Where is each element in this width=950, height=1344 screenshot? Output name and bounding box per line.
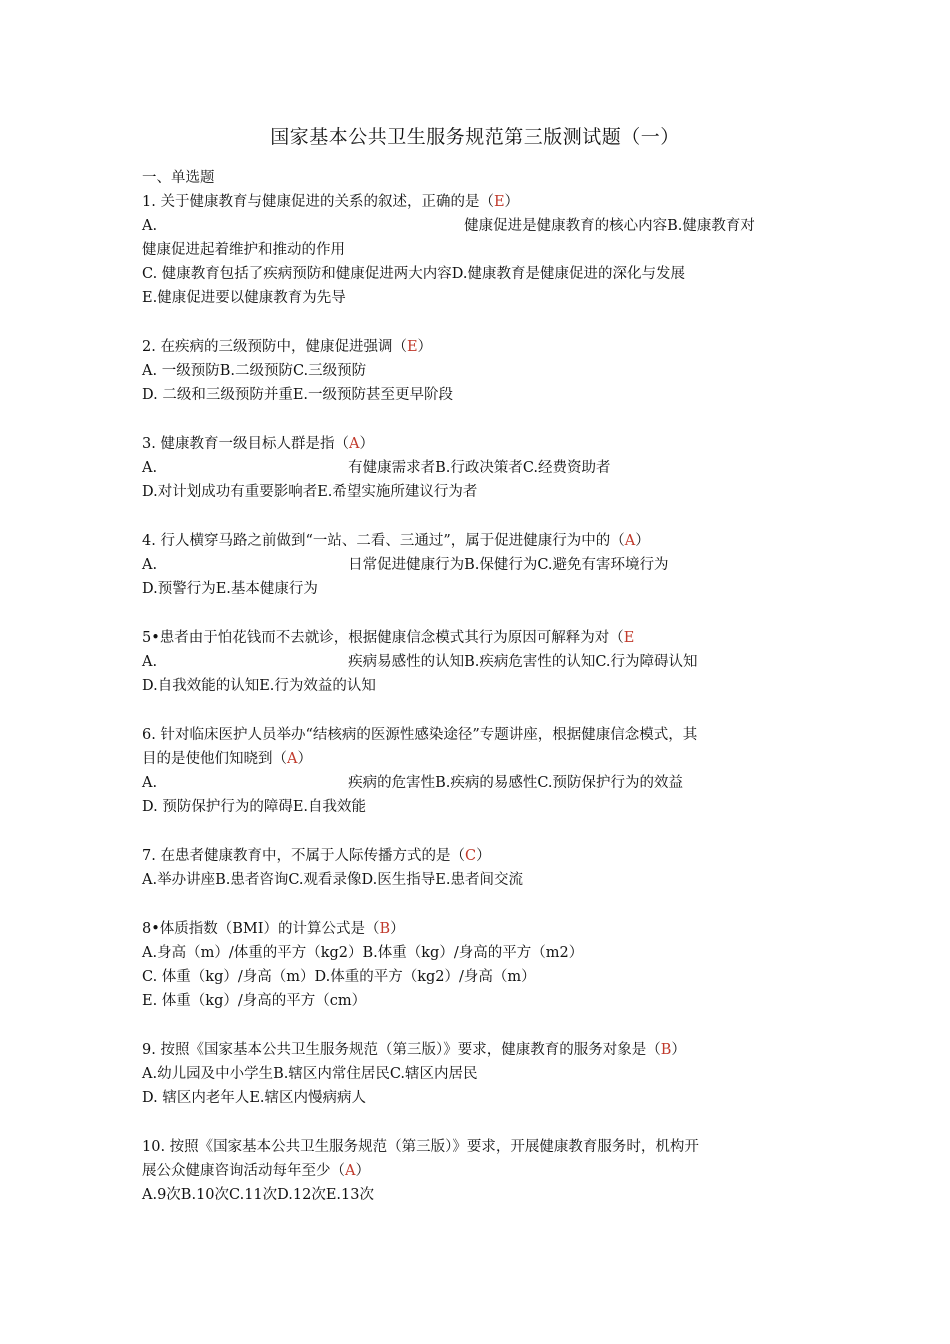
- section-heading: 一、单选题: [142, 170, 215, 186]
- question-stem: 2. 在疾病的三级预防中，健康促进强调（E）: [142, 339, 433, 355]
- answer-mark: B: [379, 921, 391, 937]
- option-line: C. 体重（kg）/身高（m）D.体重的平方（kg2）/身高（m）: [142, 969, 536, 985]
- question-stem: 3. 健康教育一级目标人群是指（A）: [142, 436, 374, 452]
- option-line: A. 有健康需求者B.行政决策者C.经费资助者: [142, 460, 611, 476]
- option-line: A.幼儿园及中小学生B.辖区内常住居民C.辖区内居民: [142, 1066, 478, 1082]
- option-line: A. 疾病的危害性B.疾病的易感性C.预防保护行为的效益: [142, 775, 684, 791]
- option-line: A.举办讲座B.患者咨询C.观看录像D.医生指导E.患者间交流: [142, 872, 523, 888]
- answer-mark: A: [348, 436, 360, 452]
- page-title: 国家基本公共卫生服务规范第三版测试题（一）: [270, 126, 680, 148]
- question-2: [142, 335, 812, 407]
- option-line: D. 辖区内老年人E.辖区内慢病病人: [142, 1090, 367, 1106]
- option-line: A.9次B.10次C.11次D.12次E.13次: [142, 1187, 374, 1203]
- answer-mark: B: [660, 1042, 672, 1058]
- option-line: E. 体重（kg）/身高的平方（cm）: [142, 993, 367, 1009]
- question-10: [142, 1135, 812, 1207]
- question-5: [142, 626, 812, 698]
- question-stem-cont: 展公众健康咨询活动每年至少（A）: [142, 1163, 370, 1179]
- option-line: D.对计划成功有重要影响者E.希望实施所建议行为者: [142, 484, 478, 500]
- question-stem: 7. 在患者健康教育中，不属于人际传播方式的是（C）: [142, 848, 491, 864]
- question-1: [142, 190, 812, 310]
- option-line: A.身高（m）/体重的平方（kg2）B.体重（kg）/身高的平方（m2）: [142, 945, 584, 961]
- question-7: [142, 844, 812, 892]
- option-line: C. 健康教育包括了疾病预防和健康促进两大内容D.健康教育是健康促进的深化与发展: [142, 266, 686, 282]
- answer-mark: A: [624, 533, 636, 549]
- question-stem: 1. 关于健康教育与健康促进的关系的叙述，正确的是（E）: [142, 194, 520, 210]
- option-line: A. 健康促进是健康教育的核心内容B.健康教育对: [142, 218, 755, 234]
- option-line: A. 日常促进健康行为B.保健行为C.避免有害环境行为: [142, 557, 669, 573]
- option-line: E.健康促进要以健康教育为先导: [142, 290, 346, 306]
- option-line: 健康促进起着维护和推动的作用: [142, 242, 345, 258]
- answer-mark: E: [493, 194, 505, 210]
- question-6: [142, 723, 812, 819]
- answer-mark: E: [406, 339, 418, 355]
- option-line: A. 一级预防B.二级预防C.三级预防: [142, 363, 367, 379]
- question-8: [142, 917, 812, 1013]
- question-3: [142, 432, 812, 504]
- option-line: D.预警行为E.基本健康行为: [142, 581, 318, 597]
- question-stem: 9. 按照《国家基本公共卫生服务规范（第三版）》要求，健康教育的服务对象是（B）: [142, 1042, 686, 1058]
- option-line: D.自我效能的认知E.行为效益的认知: [142, 678, 376, 694]
- question-stem: 4. 行人横穿马路之前做到“一站、二看、三通过”，属于促进健康行为中的（A）: [142, 533, 650, 549]
- option-line: D. 预防保护行为的障碍E.自我效能: [142, 799, 367, 815]
- answer-mark: E: [623, 630, 635, 646]
- answer-mark: A: [345, 1163, 356, 1179]
- question-stem-cont: 目的是使他们知晓到（A）: [142, 751, 312, 767]
- question-4: [142, 529, 812, 601]
- question-9: [142, 1038, 812, 1110]
- question-list: [142, 166, 812, 1207]
- question-stem: 8•体质指数（BMI）的计算公式是（B）: [142, 921, 405, 937]
- option-line: A. 疾病易感性的认知B.疾病危害性的认知C.行为障碍认知: [142, 654, 698, 670]
- answer-mark: C: [464, 848, 477, 864]
- option-line: D. 二级和三级预防并重E.一级预防甚至更早阶段: [142, 387, 454, 403]
- question-stem: 10. 按照《国家基本公共卫生服务规范（第三版）》要求，开展健康教育服务时，机构开: [142, 1139, 699, 1155]
- answer-mark: A: [287, 751, 298, 767]
- question-stem: 6. 针对临床医护人员举办“结核病的医源性感染途径”专题讲座，根据健康信念模式，其: [142, 727, 698, 743]
- question-stem: 5•患者由于怕花钱而不去就诊，根据健康信念模式其行为原因可解释为对（E: [142, 630, 635, 646]
